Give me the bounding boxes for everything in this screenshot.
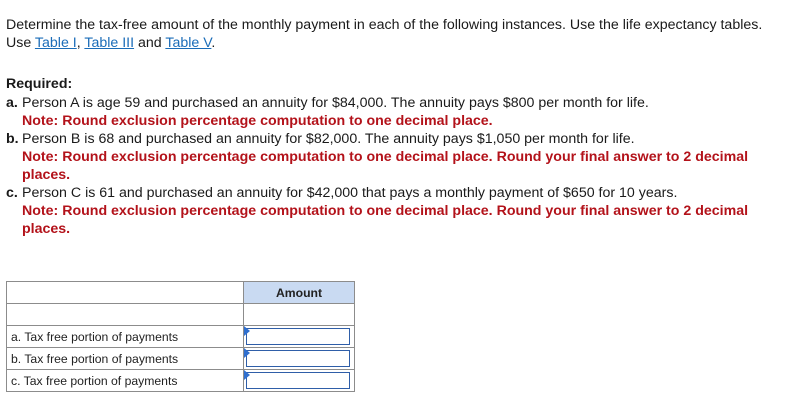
row-label: b. Tax free portion of payments (7, 348, 244, 370)
table-5-link[interactable]: Table V (165, 35, 212, 51)
question-intro (6, 16, 776, 52)
requirement-note: Note: Round exclusion percentage computation to one decimal place. (22, 113, 493, 129)
spacer-cell (7, 304, 244, 326)
requirement-note: Note: Round exclusion percentage computation to one decimal place. Round your final answer to 2 decimal places. (22, 203, 749, 237)
amount-column-header: Amount (244, 282, 355, 304)
intro-text: Determine the tax-free amount of the monthly payment in each of the following instances. Use the life expectancy tables. Use (6, 17, 763, 51)
table-3-link[interactable]: Table III (84, 35, 135, 51)
requirement-b (6, 130, 776, 184)
amount-input-c[interactable] (246, 372, 350, 389)
requirement-a (6, 94, 776, 130)
requirement-letter: a. (6, 95, 18, 111)
amount-cell (244, 348, 355, 370)
table-row (7, 326, 355, 348)
required-heading: Required: (6, 76, 73, 92)
requirement-c (6, 184, 776, 238)
spacer-cell (244, 304, 355, 326)
amount-input-b[interactable] (246, 350, 350, 367)
amount-input-a[interactable] (246, 328, 350, 345)
requirement-text: Person A is age 59 and purchased an annuity for $84,000. The annuity pays $800 per month for life. (22, 95, 649, 111)
cell-marker-icon (244, 370, 250, 380)
intro-end: . (211, 35, 216, 51)
amount-cell (244, 370, 355, 392)
requirement-letter: c. (6, 185, 18, 201)
table-1-link[interactable]: Table I (34, 35, 77, 51)
requirement-text: Person B is 68 and purchased an annuity for $82,000. The annuity pays $1,050 per month for life. (22, 131, 635, 147)
answer-table (6, 281, 355, 392)
table-row (7, 370, 355, 392)
cell-marker-icon (244, 326, 250, 336)
requirement-letter: b. (6, 131, 19, 147)
header-blank-cell (7, 282, 244, 304)
table-spacer (7, 304, 355, 326)
link-separator: , (76, 35, 85, 51)
cell-marker-icon (244, 348, 250, 358)
requirement-note: Note: Round exclusion percentage computation to one decimal place. Round your final answer to 2 decimal places. (22, 149, 749, 183)
amount-cell (244, 326, 355, 348)
requirement-text: Person C is 61 and purchased an annuity for $42,000 that pays a monthly payment of $650 for 10 years. (22, 185, 678, 201)
row-label: c. Tax free portion of payments (7, 370, 244, 392)
required-list (6, 94, 776, 238)
answer-table-header (7, 282, 355, 304)
link-separator: and (134, 35, 166, 51)
row-label: a. Tax free portion of payments (7, 326, 244, 348)
table-row (7, 348, 355, 370)
